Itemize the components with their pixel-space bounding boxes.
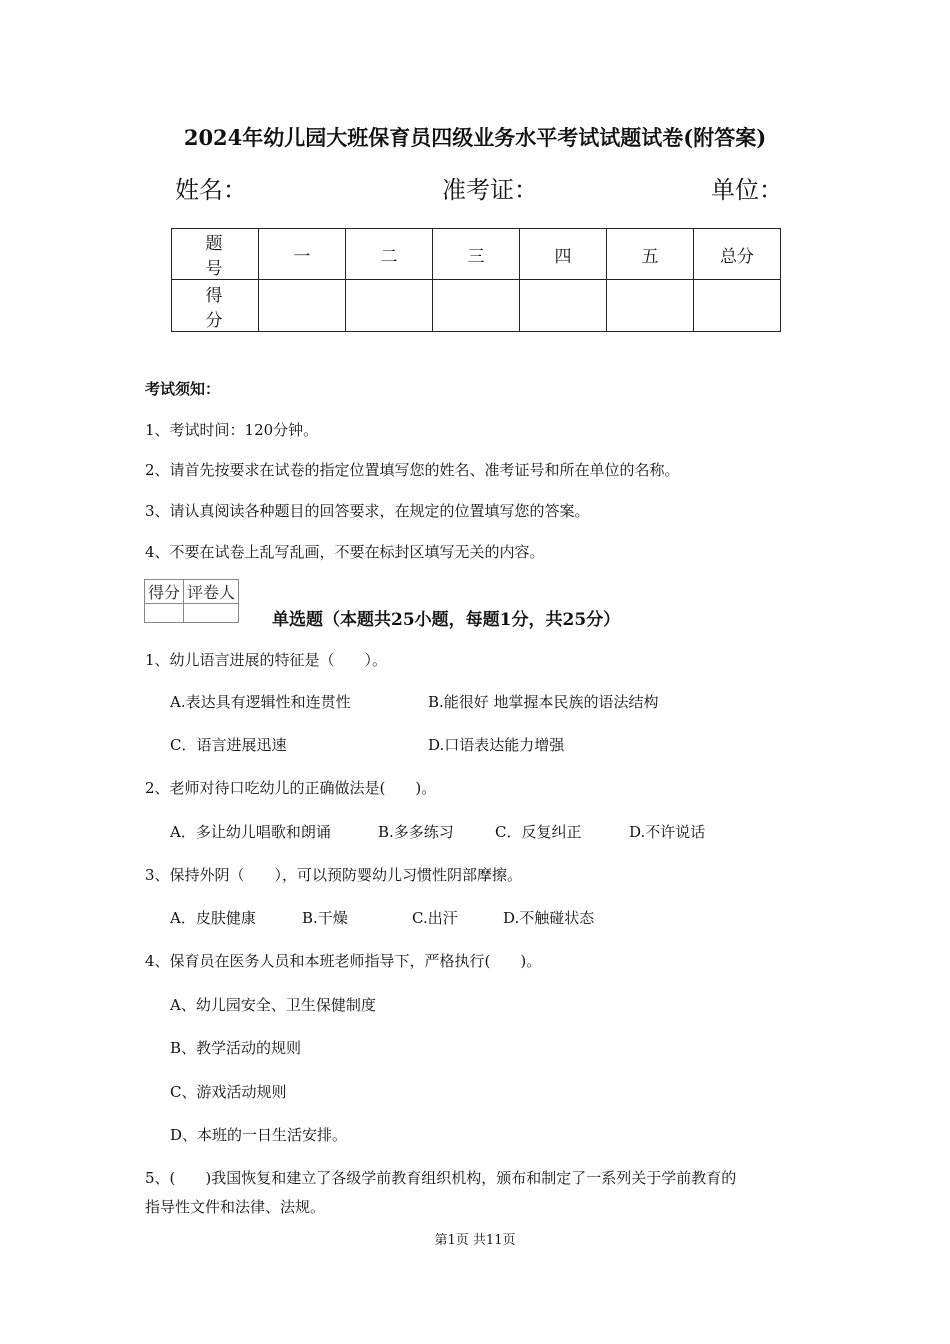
notice-item: 3、请认真阅读各种题目的回答要求，在规定的位置填写您的答案。	[145, 502, 590, 520]
question-stem: 1、幼儿语言进展的特征是（ ）。	[145, 651, 388, 669]
option-c: C.出汗	[412, 909, 458, 927]
score-entry-cell[interactable]	[694, 280, 781, 332]
score-entry-cell[interactable]	[346, 280, 433, 332]
score-table-cell: 总分	[694, 229, 781, 280]
grader-box	[144, 579, 239, 623]
notice-item: 1、考试时间：120分钟。	[145, 421, 319, 439]
score-table-score-row	[172, 280, 781, 332]
score-table-header-row	[172, 229, 781, 280]
name-label: 姓名：	[175, 176, 247, 204]
option-a: A．多让幼儿唱歌和朗诵	[170, 823, 331, 841]
option-a: A．皮肤健康	[170, 909, 256, 927]
option-b: B、教学活动的规则	[170, 1039, 302, 1057]
question-stem-continued: 指导性文件和法律、法规。	[145, 1198, 326, 1216]
option-d: D、本班的一日生活安排。	[170, 1126, 348, 1144]
option-b: B.干燥	[302, 909, 348, 927]
score-table-cell: 四	[520, 229, 607, 280]
option-a: A.表达具有逻辑性和连贯性	[170, 693, 351, 711]
grader-name-entry[interactable]	[184, 604, 239, 623]
score-table-cell: 五	[607, 229, 694, 280]
exam-id-label: 准考证：	[442, 176, 538, 204]
score-table-cell: 得 分	[172, 280, 259, 332]
grader-name-label: 评卷人	[184, 580, 239, 604]
question-stem: 5、( )我国恢复和建立了各级学前教育组织机构，颁布和制定了一系列关于学前教育的	[145, 1169, 737, 1187]
score-table-cell: 题 号	[172, 229, 259, 280]
exam-title: 2024年幼儿园大班保育员四级业务水平考试试题试卷(附答案)	[183, 125, 767, 150]
option-a: A、幼儿园安全、卫生保健制度	[170, 996, 376, 1014]
option-c: C．反复纠正	[495, 823, 582, 841]
score-table-cell: 二	[346, 229, 433, 280]
question-stem: 3、保持外阴（ ），可以预防婴幼儿习惯性阴部摩擦。	[145, 866, 523, 884]
score-table	[171, 228, 781, 332]
grader-score-entry[interactable]	[145, 604, 184, 623]
score-entry-cell[interactable]	[433, 280, 520, 332]
score-table-cell: 一	[259, 229, 346, 280]
grader-score-label: 得分	[145, 580, 184, 604]
section-title: 单选题（本题共25小题，每题1分，共25分）	[272, 610, 621, 630]
score-entry-cell[interactable]	[607, 280, 694, 332]
notice-item: 4、不要在试卷上乱写乱画，不要在标封区填写无关的内容。	[145, 543, 545, 561]
option-b: B.多多练习	[378, 823, 454, 841]
option-d: D.口语表达能力增强	[428, 736, 565, 754]
page-footer: 第1页 共11页	[434, 1233, 516, 1248]
question-stem: 2、老师对待口吃幼儿的正确做法是( )。	[145, 779, 437, 797]
option-d: D.不触碰状态	[503, 909, 595, 927]
unit-label: 单位：	[711, 176, 783, 204]
option-c: C、游戏活动规则	[170, 1083, 287, 1101]
option-c: C．语言进展迅速	[170, 736, 287, 754]
score-entry-cell[interactable]	[520, 280, 607, 332]
option-b: B.能很好 地掌握本民族的语法结构	[428, 693, 659, 711]
score-table-cell: 三	[433, 229, 520, 280]
notice-item: 2、请首先按要求在试卷的指定位置填写您的姓名、准考证号和所在单位的名称。	[145, 461, 680, 479]
notice-heading: 考试须知：	[145, 380, 221, 398]
question-stem: 4、保育员在医务人员和本班老师指导下，严格执行( )。	[145, 952, 542, 970]
option-d: D.不许说话	[629, 823, 706, 841]
